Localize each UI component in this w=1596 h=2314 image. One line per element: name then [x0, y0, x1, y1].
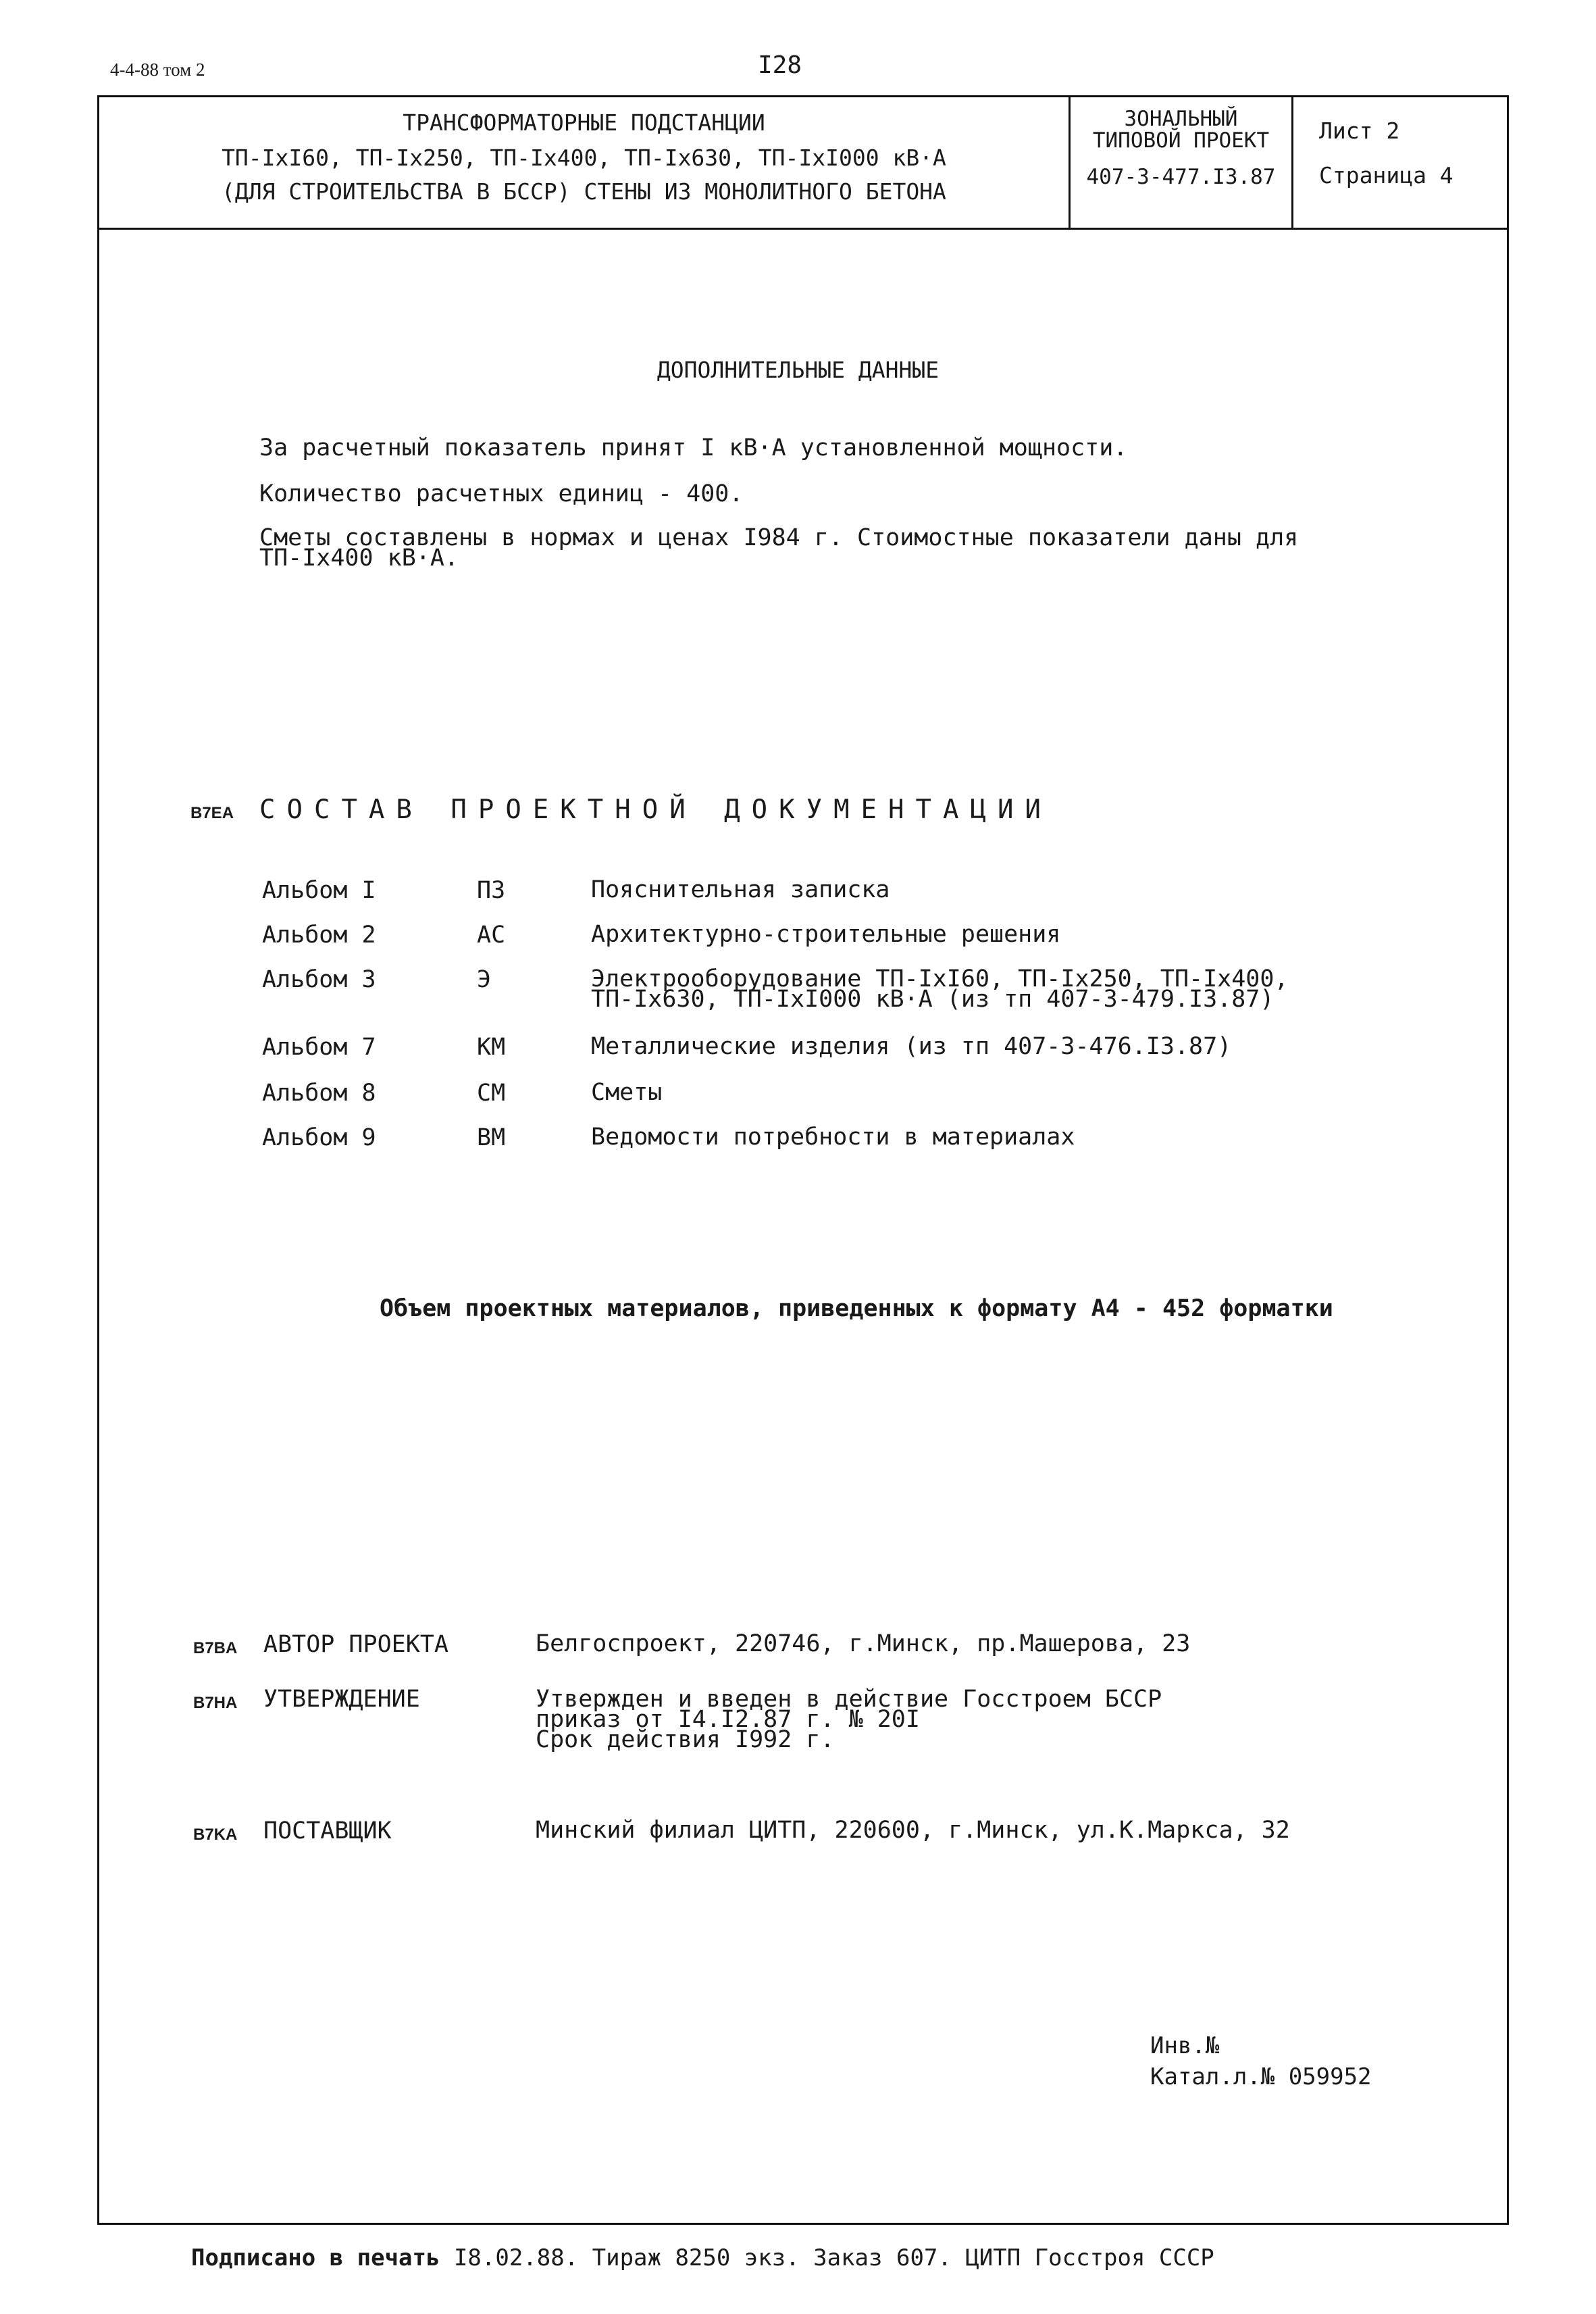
album-description: Пояснительная записка	[591, 876, 890, 903]
album-name: Альбом 9	[262, 1124, 376, 1151]
title-block	[99, 97, 1507, 230]
approval-label: УТВЕРЖДЕНИЕ	[263, 1686, 420, 1713]
album-name: Альбом I	[262, 877, 376, 904]
supplier-value: Минский филиал ЦИТП, 220600, г.Минск, ул.К.Маркса, 32	[536, 1817, 1290, 1844]
approval-code: B7HA	[193, 1694, 238, 1712]
album-name: Альбом 2	[262, 922, 376, 949]
title-block-title-cell	[99, 97, 1071, 228]
album-name: Альбом 7	[262, 1034, 376, 1061]
album-name: Альбом 3	[262, 966, 376, 993]
additional-line-2: Количество расчетных единиц - 400.	[259, 480, 744, 507]
signed-label: Подписано в печать	[191, 2244, 440, 2271]
print-footer	[191, 2244, 1214, 2271]
project-type-line-1: ЗОНАЛЬНЫЙ	[1124, 107, 1238, 131]
project-type-line-2: ТИПОВОЙ ПРОЕКТ	[1092, 128, 1270, 153]
volume-note: Объем проектных материалов, приведенных к формату А4 - 452 форматки	[380, 1295, 1333, 1322]
title-line-2: ТП-IхI60, ТП-Iх250, ТП-Iх400, ТП-Iх630, ТП-IхI000 кВ·А	[222, 145, 946, 171]
album-description: Металлические изделия (из тп 407-3-476.I3.87)	[591, 1033, 1232, 1060]
album-description: Электрооборудование ТП-IхI60, ТП-Iх250, ТП-Iх400,	[591, 965, 1289, 992]
album-code: АС	[477, 922, 506, 949]
album-description-continued: ТП-Iх630, ТП-IхI000 кВ·А (из тп 407-3-479.I3.87)	[591, 986, 1275, 1013]
author-code: B7BA	[193, 1639, 238, 1657]
section-code: B7EA	[190, 804, 234, 822]
additional-line-1: За расчетный показатель принят I кВ·А установленной мощности.	[259, 434, 1128, 461]
album-code: Э	[477, 966, 492, 993]
additional-line-3b: ТП-Iх400 кВ·А.	[259, 545, 459, 572]
section-heading-documentation: СОСТАВ ПРОЕКТНОЙ ДОКУМЕНТАЦИИ	[259, 795, 1052, 825]
sheet-number: Лист 2	[1319, 118, 1400, 144]
document-stamp: 4-4-88 том 2	[110, 59, 205, 80]
album-description: Архитектурно-строительные решения	[591, 921, 1061, 948]
title-line-1: ТРАНСФОРМАТОРНЫЕ ПОДСТАНЦИИ	[403, 109, 765, 136]
project-number: 407-3-477.I3.87	[1086, 165, 1276, 189]
approval-line-1: Утвержден и введен в действие Госстроем БССР	[536, 1686, 1162, 1713]
title-block-sheet-cell	[1293, 97, 1507, 228]
title-block-project-cell	[1071, 97, 1293, 228]
approval-line-3: Срок действия I992 г.	[536, 1726, 835, 1753]
section-heading-additional: ДОПОЛНИТЕЛЬНЫЕ ДАННЫЕ	[657, 357, 939, 383]
album-description: Ведомости потребности в материалах	[591, 1124, 1075, 1151]
album-code: СМ	[477, 1080, 506, 1107]
approval-line-2: приказ от I4.I2.87 г. № 20I	[536, 1706, 920, 1733]
album-name: Альбом 8	[262, 1080, 376, 1107]
supplier-label: ПОСТАВЩИК	[263, 1817, 392, 1844]
page-number: I28	[758, 51, 802, 79]
title-line-3: (ДЛЯ СТРОИТЕЛЬСТВА В БССР) СТЕНЫ ИЗ МОНОЛИТНОГО БЕТОНА	[222, 178, 946, 205]
supplier-code: B7KA	[193, 1826, 238, 1844]
author-label: АВТОР ПРОЕКТА	[263, 1631, 448, 1658]
print-details: I8.02.88. Тираж 8250 экз. Заказ 607. ЦИТП Госстроя СССР	[440, 2244, 1214, 2271]
page-label: Страница 4	[1319, 162, 1453, 188]
album-code: ВМ	[477, 1124, 506, 1151]
page-frame	[97, 95, 1509, 2225]
album-code: ПЗ	[477, 877, 506, 904]
inventory-label: Инв.№	[1150, 2032, 1220, 2059]
additional-line-3a: Сметы составлены в нормах и ценах I984 г. Стоимостные показатели даны для	[259, 524, 1299, 551]
album-code: КМ	[477, 1034, 506, 1061]
author-value: Белгоспроект, 220746, г.Минск, пр.Машерова, 23	[536, 1630, 1191, 1657]
catalog-number: Катал.л.№ 059952	[1150, 2063, 1372, 2090]
album-description: Сметы	[591, 1079, 663, 1106]
